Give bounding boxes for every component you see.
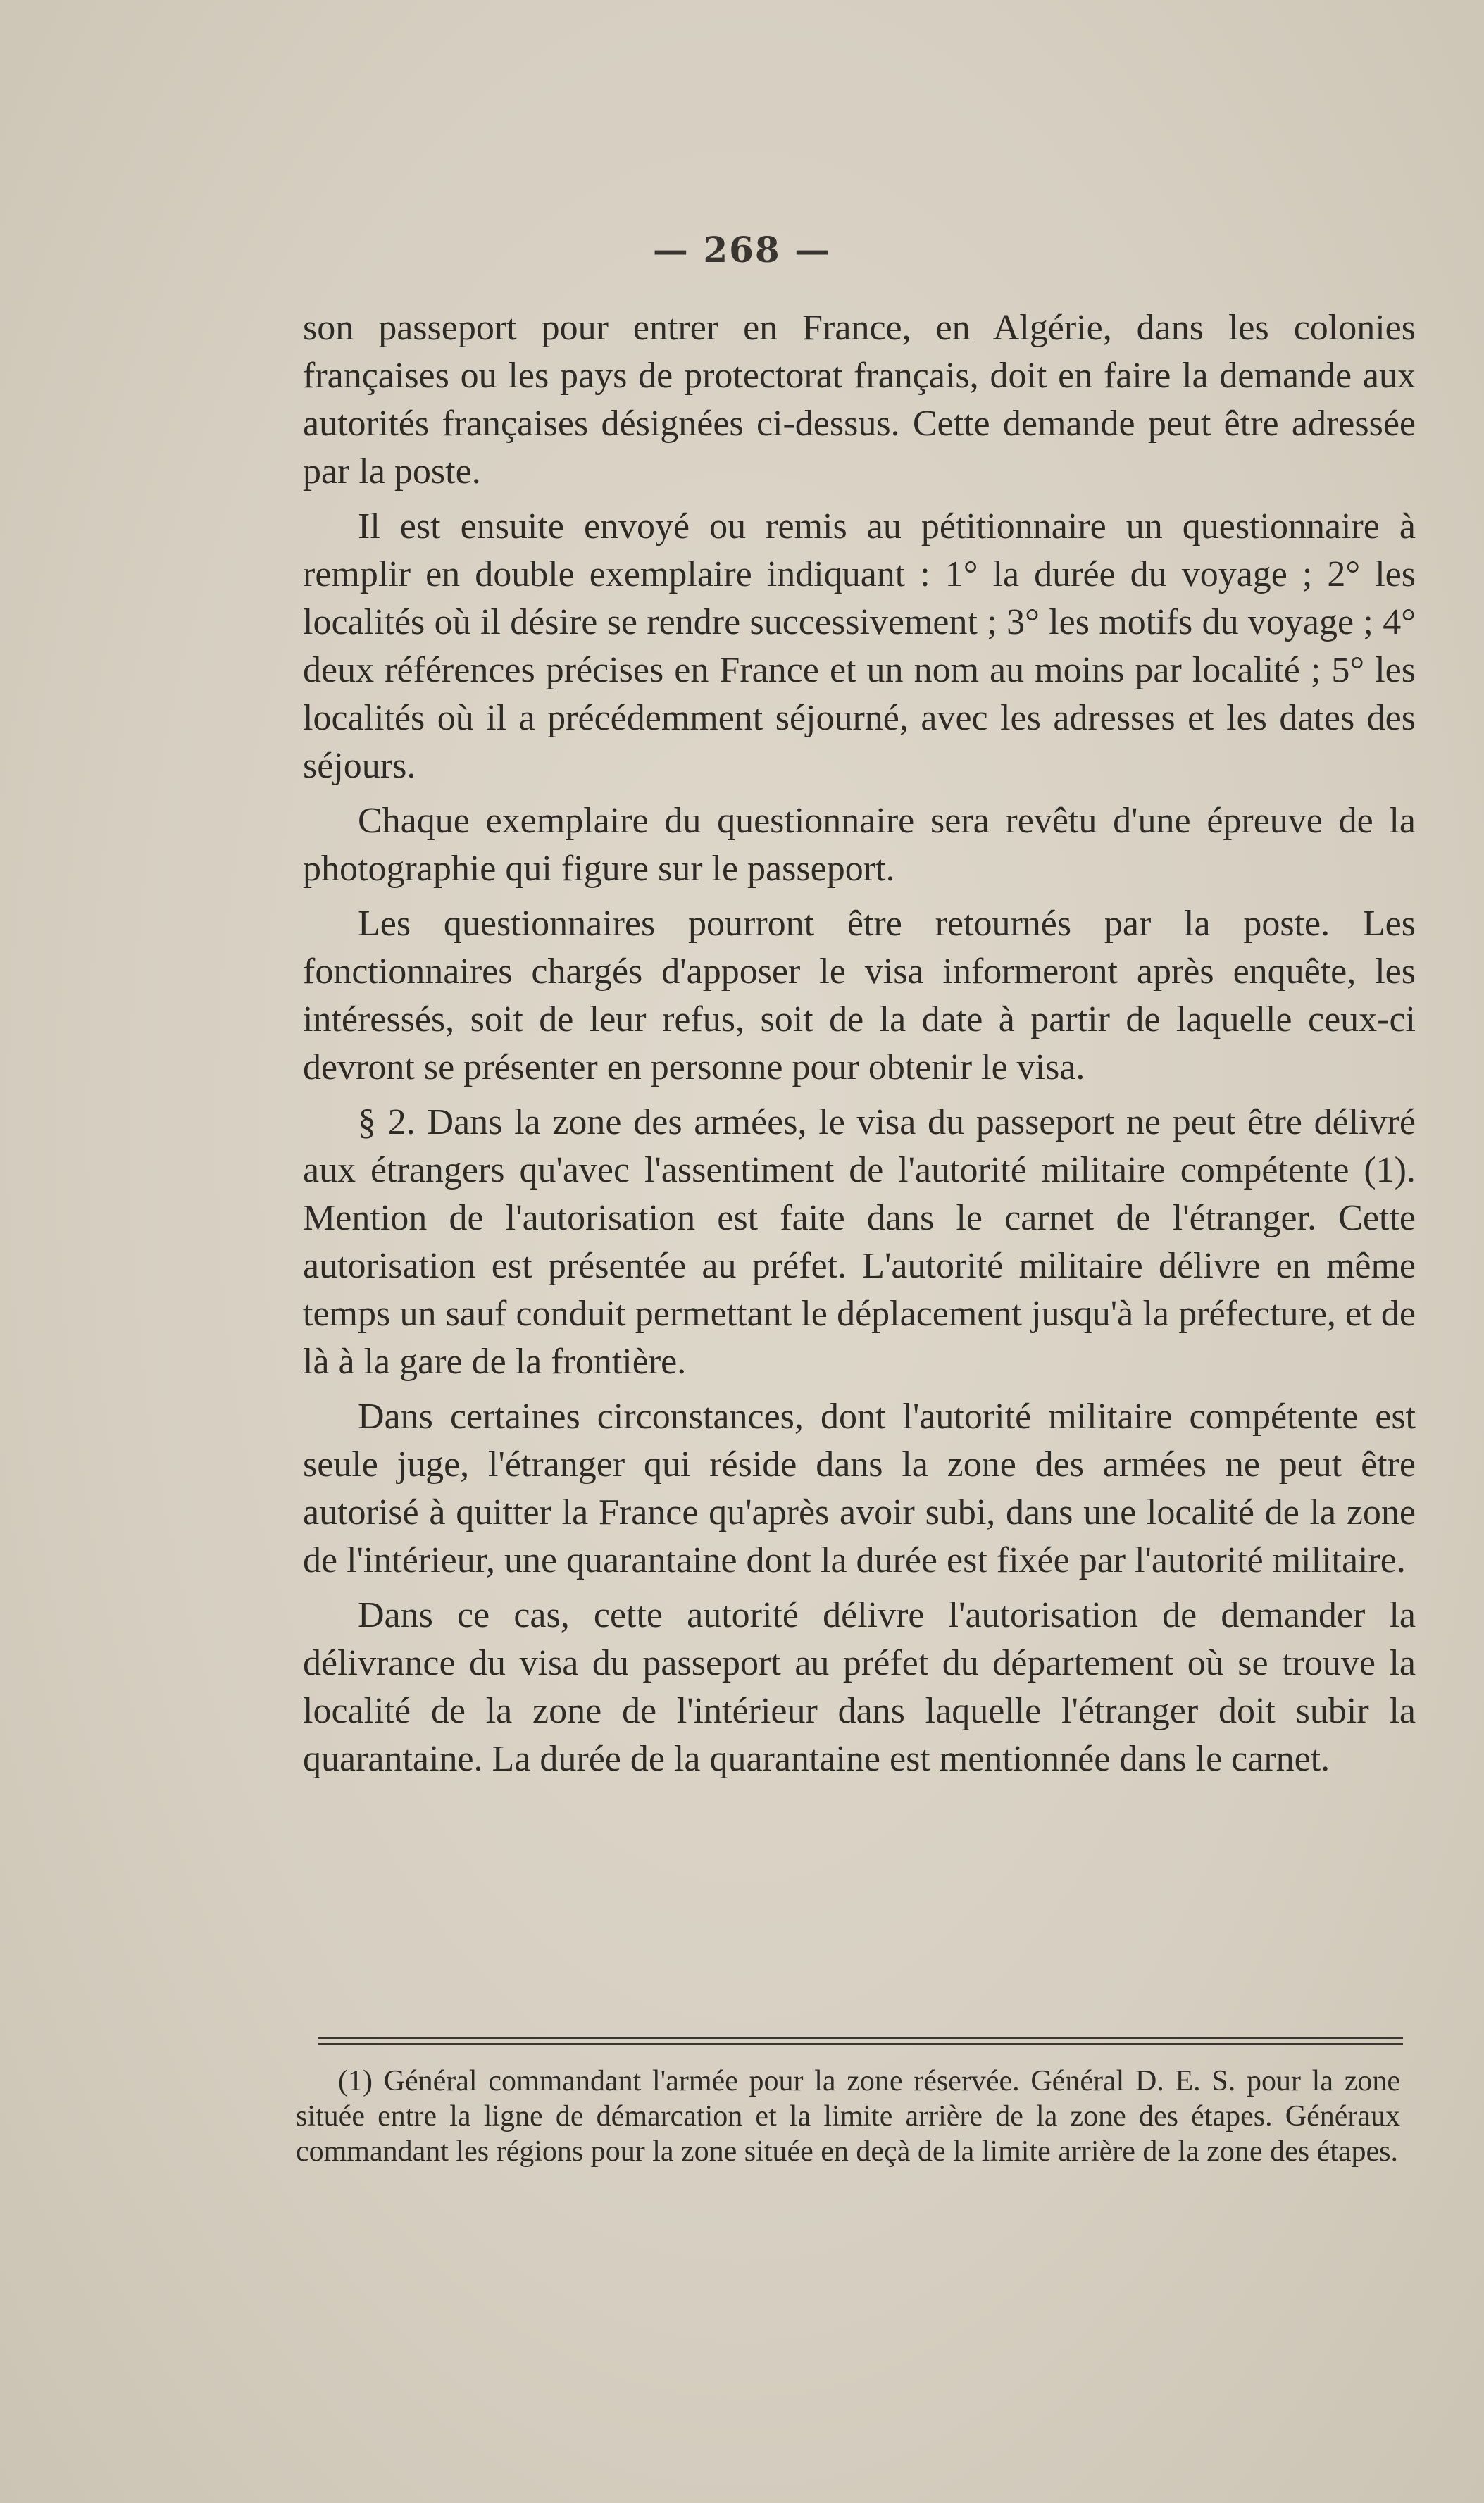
paragraph-4: Les questionnaires pourront être retournés par la poste. Les fonctionnaires chargés d'apposer le visa informeront après enquête, les intéressés, soit de leur refus, soit de la date à partir de laquelle ceux-ci devront se présenter en personne pour obtenir le visa. [303, 904, 1416, 1087]
paragraph-5: § 2. Dans la zone des armées, le visa du passeport ne peut être délivré aux étrangers qu'avec l'assentiment de l'autorité militaire compétente (1). Mention de l'autorisation est faite dans le carnet de l'étranger. Cette autorisation est présentée au préfet. L'autorité militaire délivre en même temps un sauf conduit permettant le déplacement jusqu'à la préfecture, et de là à la gare de la frontière. [303, 1102, 1416, 1382]
page-number: — 268 — [652, 229, 832, 270]
paragraph-3: Chaque exemplaire du questionnaire sera revêtu d'une épreuve de la photographie qui figure sur le passeport. [303, 801, 1416, 889]
paragraph-2: Il est ensuite envoyé ou remis au pétitionnaire un questionnaire à remplir en double exemplaire indiquant : 1° la durée du voyage ; 2° les localités où il désire se rendre successivement ; 3° les motifs du voyage ; 4° deux références précises en France et un nom au moins par localité ; 5° les localités où il a précédemment séjourné, avec les adresses et les dates des séjours. [303, 506, 1416, 786]
paragraph-6: Dans certaines circonstances, dont l'autorité militaire compétente est seule juge, l'étranger qui réside dans la zone des armées ne peut être autorisé à quitter la France qu'après avoir subi, dans une localité de la zone de l'intérieur, une quarantaine dont la durée est fixée par l'autorité militaire. [303, 1397, 1416, 1580]
body-text [303, 304, 1416, 1790]
paragraph-7: Dans ce cas, cette autorité délivre l'autorisation de demander la délivrance du visa du passeport au préfet du département où se trouve la localité de la zone de l'intérieur dans laquelle l'étranger doit subir la quarantaine. La durée de la quarantaine est mentionnée dans le carnet. [303, 1595, 1416, 1779]
footnote-divider [318, 2037, 1403, 2045]
footnote: (1) Général commandant l'armée pour la zone réservée. Général D. E. S. pour la zone située entre la ligne de démarcation et la limite arrière de la zone des étapes. Généraux commandant les régions pour la zone située en deçà de la limite arrière de la zone des étapes. [296, 2065, 1400, 2168]
paragraph-1: son passeport pour entrer en France, en Algérie, dans les colonies françaises ou les pays de protectorat français, doit en faire la demande aux autorités françaises désignées ci-dessus. Cette demande peut être adressée par la poste. [303, 308, 1416, 492]
